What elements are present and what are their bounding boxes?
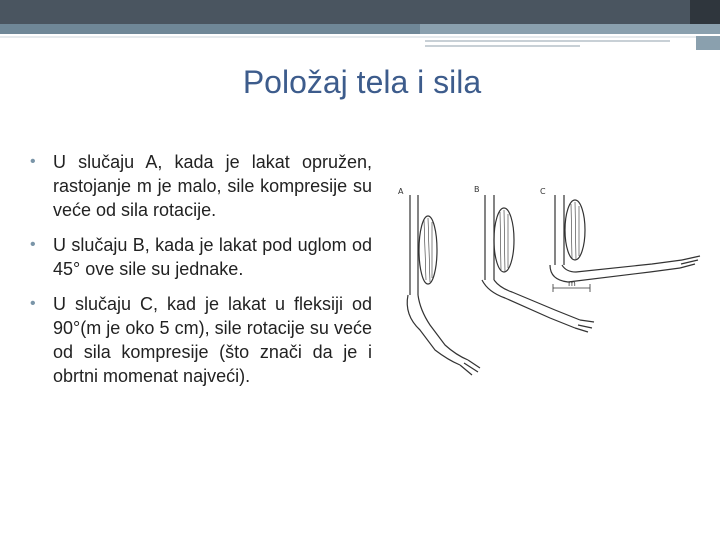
bullet-icon: • [30,236,36,253]
bullet-text: U slučaju A, kada je lakat opružen, rastojanje m je malo, sile kompresije su veće od sila rotacije. [53,152,372,220]
arm-b-forearm [482,280,580,328]
decor-line [425,45,580,47]
arm-a-humerus [410,195,418,295]
decor-block [696,36,720,50]
label-b: B [474,185,480,194]
decor-line [0,36,720,38]
header-band-light [420,24,720,34]
bullet-text: U slučaju B, kada je lakat pod uglom od 45° ove sile su jednake. [53,235,372,279]
arm-b-hand [575,320,594,332]
bullet-text: U slučaju C, kad je lakat u fleksiji od 90°(m je oko 5 cm), sile rotacije su veće od sila kompresije (što znači da je i obrtni momenat najveći). [53,294,372,386]
label-a: A [398,187,404,196]
label-c: C [540,187,546,196]
arm-positions-drawing [390,180,710,380]
arm-c-hand [680,256,700,268]
bullet-item [30,292,372,388]
label-m: m [568,279,576,288]
slide-title [0,64,720,101]
bullet-list [30,150,372,399]
top-bar [0,0,720,24]
bullet-icon: • [30,153,36,170]
bullet-item [30,150,372,222]
top-bar-corner [690,0,720,24]
arm-illustration [390,180,710,380]
arm-c-humerus [555,195,564,265]
arm-a-muscle-fibers [424,218,432,282]
arm-b-muscle-fibers [500,210,508,272]
bullet-item [30,233,372,281]
decor-line [425,40,670,42]
bullet-icon: • [30,295,36,312]
arm-a-forearm [407,295,468,365]
arm-c-muscle-fibers [571,202,579,260]
slide-title-text: Položaj tela i sila [242,64,482,100]
arm-a-hand [460,360,480,375]
header-band [0,24,720,34]
arm-b-humerus [485,195,494,280]
